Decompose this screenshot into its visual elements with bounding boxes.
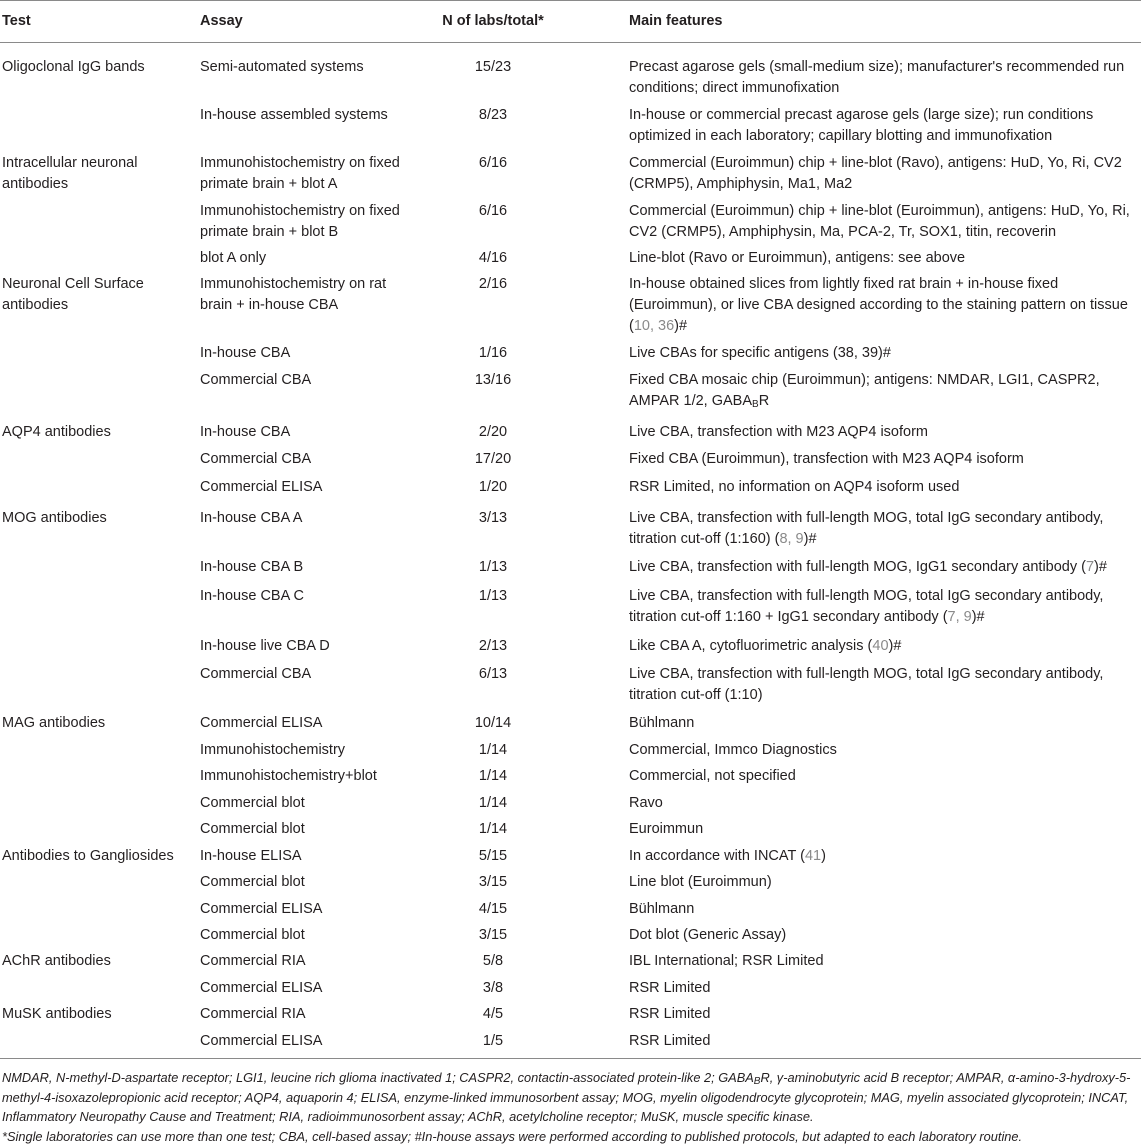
cell-assay: Commercial ELISA [200, 479, 323, 495]
cell-features [629, 846, 1141, 867]
features-text: Live CBA, transfection with full-length MOG, total IgG secondary antibody, titration cut-off (1:10) [629, 666, 1104, 703]
cell-test: MuSK antibodies [2, 1006, 112, 1022]
cell-features [629, 248, 1141, 269]
features-text: Live CBA, transfection with M23 AQP4 isoform [629, 424, 928, 440]
cell-features [629, 1031, 1141, 1052]
bottom-rule [0, 1058, 1141, 1059]
cell-assay: blot A only [200, 250, 267, 266]
features-suffix: ) [821, 848, 826, 864]
cell-assay: Commercial CBA [200, 451, 312, 467]
features-text: Live CBAs for specific antigens (38, 39)# [629, 345, 891, 361]
cell-features [629, 153, 1141, 195]
features-text: Line blot (Euroimmun) [629, 874, 772, 890]
cell-assay: Commercial blot [200, 821, 305, 837]
cell-n-labs: 3/13 [478, 510, 508, 526]
cell-features [629, 449, 1141, 470]
features-text: Live CBA, transfection with full-length MOG, total IgG secondary antibody, titration cut-off (1:160) ( [629, 510, 1104, 547]
cell-features [629, 557, 1141, 578]
cell-test: AQP4 antibodies [2, 424, 111, 440]
features-text: Commercial (Euroimmun) chip + line-blot (Euroimmun), antigens: HuD, Yo, Ri, CV2 (CRMP5), Amphiphysin, Ma, PCA-2, Tr, SOX1, titin, recoverin [629, 203, 1130, 240]
features-text: Fixed CBA (Euroimmun), transfection with M23 AQP4 isoform [629, 451, 1024, 467]
footnote-sub: B [753, 1076, 761, 1087]
header-n-labs: N of labs/total* [442, 13, 544, 29]
features-text: Fixed CBA mosaic chip (Euroimmun); antigens: NMDAR, LGI1, CASPR2, AMPAR 1/2, GABA [629, 372, 1100, 409]
cell-assay: Commercial ELISA [200, 901, 323, 917]
cell-features [629, 636, 1141, 657]
cell-features [629, 899, 1141, 920]
features-subscript: B [752, 399, 759, 410]
cell-assay: In-house CBA B [200, 559, 304, 575]
features-text: RSR Limited, no information on AQP4 isoform used [629, 479, 960, 495]
features-suffix: R [758, 393, 770, 409]
cell-assay: In-house assembled systems [200, 107, 388, 123]
features-text: Euroimmun [629, 821, 704, 837]
reference-link[interactable]: 41 [804, 848, 822, 864]
cell-features [629, 201, 1141, 243]
cell-features [629, 477, 1141, 498]
cell-features [629, 872, 1141, 893]
cell-assay: In-house live CBA D [200, 638, 330, 654]
header-features: Main features [629, 13, 723, 29]
cell-features [629, 586, 1141, 628]
cell-assay: In-house ELISA [200, 848, 302, 864]
cell-test: Antibodies to Gangliosides [2, 848, 174, 864]
features-text: Precast agarose gels (small-medium size); manufacturer's recommended run conditions; direct immunofixation [629, 59, 1125, 96]
cell-features [629, 978, 1141, 999]
features-suffix: )# [888, 638, 902, 654]
cell-n-labs: 1/14 [478, 768, 508, 784]
cell-assay: Commercial RIA [200, 1006, 306, 1022]
features-text: In accordance with INCAT ( [629, 848, 805, 864]
reference-link[interactable]: 40 [872, 638, 889, 654]
cell-features [629, 664, 1141, 706]
cell-n-labs: 4/15 [478, 901, 508, 917]
cell-n-labs: 4/16 [478, 250, 508, 266]
features-text: RSR Limited [629, 1033, 711, 1049]
cell-features [629, 370, 1141, 412]
features-text: RSR Limited [629, 1006, 711, 1022]
cell-assay: Immunohistochemistry [200, 742, 346, 758]
cell-assay: Commercial CBA [200, 666, 312, 682]
features-text: Live CBA, transfection with full-length MOG, total IgG secondary antibody, titration cut-off 1:160 + IgG1 secondary antibody ( [629, 588, 1104, 625]
cell-assay: Commercial blot [200, 874, 305, 890]
cell-n-labs: 17/20 [474, 451, 512, 467]
cell-assay: Commercial CBA [200, 372, 312, 388]
features-text: Live CBA, transfection with full-length MOG, IgG1 secondary antibody ( [629, 559, 1086, 575]
cell-n-labs: 1/14 [478, 795, 508, 811]
cell-features [629, 925, 1141, 946]
cell-n-labs: 6/16 [478, 203, 508, 219]
cell-n-labs: 5/8 [482, 953, 504, 969]
cell-features [629, 508, 1141, 550]
cell-n-labs: 1/20 [478, 479, 508, 495]
cell-test: Neuronal Cell Surface antibodies [2, 276, 144, 313]
footnote-abbrev-part1: NMDAR, N-methyl-D-aspartate receptor; LGI1, leucine rich glioma inactivated 1; CASPR2, contactin-associated protein-like 2; GABA [2, 1070, 754, 1085]
cell-assay: Commercial ELISA [200, 980, 323, 996]
features-text: RSR Limited [629, 980, 711, 996]
features-text: Commercial, not specified [629, 768, 796, 784]
header-rule [0, 42, 1141, 43]
cell-n-labs: 1/16 [478, 345, 508, 361]
cell-features [629, 1004, 1141, 1025]
cell-n-labs: 6/13 [478, 666, 508, 682]
cell-features [629, 274, 1141, 337]
reference-link[interactable]: 8, 9 [779, 531, 804, 547]
cell-features [629, 819, 1141, 840]
cell-assay: Immunohistochemistry on fixed primate brain + blot A [200, 155, 400, 192]
features-suffix: )# [674, 318, 688, 334]
cell-n-labs: 4/5 [482, 1006, 504, 1022]
cell-features [629, 766, 1141, 787]
cell-features [629, 713, 1141, 734]
features-text: In-house obtained slices from lightly fixed rat brain + in-house fixed (Euroimmun), or live CBA designed according to the staining pattern on tissue ( [629, 276, 1128, 334]
cell-test: AChR antibodies [2, 953, 111, 969]
features-text: Bühlmann [629, 715, 695, 731]
cell-n-labs: 2/20 [478, 424, 508, 440]
cell-assay: Immunohistochemistry on fixed primate brain + blot B [200, 203, 400, 240]
features-text: Commercial (Euroimmun) chip + line-blot (Ravo), antigens: HuD, Yo, Ri, CV2 (CRMP5), Amphiphysin, Ma1, Ma2 [629, 155, 1122, 192]
cell-n-labs: 1/14 [478, 821, 508, 837]
features-text: Like CBA A, cytofluorimetric analysis ( [629, 638, 873, 654]
header-test: Test [2, 13, 31, 29]
footnote-line2: *Single laboratories can use more than one test; CBA, cell-based assay; #In-house assays were performed according to published protocols, but adapted to each laboratory routine. [2, 1128, 1023, 1144]
features-text: Bühlmann [629, 901, 695, 917]
features-suffix: )# [803, 531, 817, 547]
cell-test: Oligoclonal IgG bands [2, 59, 145, 75]
features-text: IBL International; RSR Limited [629, 953, 824, 969]
cell-features [629, 57, 1141, 99]
cell-assay: Commercial ELISA [200, 715, 323, 731]
cell-features [629, 343, 1141, 364]
cell-n-labs: 15/23 [474, 59, 512, 75]
cell-assay: Commercial blot [200, 795, 305, 811]
cell-n-labs: 2/16 [478, 276, 508, 292]
cell-assay: In-house CBA [200, 424, 291, 440]
cell-test: MAG antibodies [2, 715, 106, 731]
cell-n-labs: 8/23 [478, 107, 508, 123]
features-text: In-house or commercial precast agarose gels (large size); run conditions optimized in each laboratory; capillary blotting and immunofixation [629, 107, 1094, 144]
cell-n-labs: 13/16 [474, 372, 512, 388]
features-suffix: )# [1094, 559, 1107, 575]
top-rule [0, 0, 1141, 1]
cell-n-labs: 1/14 [478, 742, 508, 758]
table-footnote [2, 1068, 1139, 1146]
reference-link[interactable]: 10, 36 [633, 318, 675, 334]
reference-link[interactable]: 7, 9 [947, 609, 972, 625]
features-text: Commercial, Immco Diagnostics [629, 742, 837, 758]
cell-test: Intracellular neuronal antibodies [2, 155, 138, 192]
features-text: Line-blot (Ravo or Euroimmun), antigens: see above [629, 250, 966, 266]
cell-n-labs: 3/15 [478, 927, 508, 943]
cell-n-labs: 3/15 [478, 874, 508, 890]
cell-n-labs: 10/14 [474, 715, 512, 731]
cell-features [629, 793, 1141, 814]
cell-features [629, 740, 1141, 761]
cell-n-labs: 1/13 [478, 588, 508, 604]
features-suffix: )# [971, 609, 985, 625]
cell-n-labs: 1/13 [478, 559, 508, 575]
features-text: Ravo [629, 795, 663, 811]
cell-assay: Commercial RIA [200, 953, 306, 969]
cell-n-labs: 3/8 [482, 980, 504, 996]
cell-features [629, 422, 1141, 443]
cell-features [629, 105, 1141, 147]
cell-features [629, 951, 1141, 972]
footnote-abbrev-part2: R, γ-aminobutyric acid B receptor; AMPAR, α-amino-3-hydroxy-5-methyl-4-isoxazolepropionic acid receptor; AQP4, aquaporin 4; ELISA, enzyme-linked immunosorbent assay; MOG, myelin oligodendrocyte glycoprotein; MAG, myelin associated glycoprotein; INCAT, Inflammatory Neuropathy Cause and Treatment; RIA, radioimmunosorbent assay; AChR, acetylcholine receptor; MuSK, muscle specific kinase. [2, 1070, 1131, 1125]
cell-n-labs: 5/15 [478, 848, 508, 864]
reference-link[interactable]: 7 [1085, 559, 1095, 575]
cell-n-labs: 6/16 [478, 155, 508, 171]
cell-assay: In-house CBA [200, 345, 291, 361]
cell-assay: In-house CBA C [200, 588, 304, 604]
cell-test: MOG antibodies [2, 510, 107, 526]
cell-assay: Immunohistochemistry on rat brain + in-house CBA [200, 276, 387, 313]
cell-assay: Commercial ELISA [200, 1033, 323, 1049]
cell-assay: Semi-automated systems [200, 59, 364, 75]
cell-assay: Commercial blot [200, 927, 305, 943]
cell-assay: In-house CBA A [200, 510, 303, 526]
cell-assay: Immunohistochemistry+blot [200, 768, 377, 784]
cell-n-labs: 2/13 [478, 638, 508, 654]
header-assay: Assay [200, 13, 243, 29]
features-text: Dot blot (Generic Assay) [629, 927, 787, 943]
cell-n-labs: 1/5 [482, 1033, 504, 1049]
